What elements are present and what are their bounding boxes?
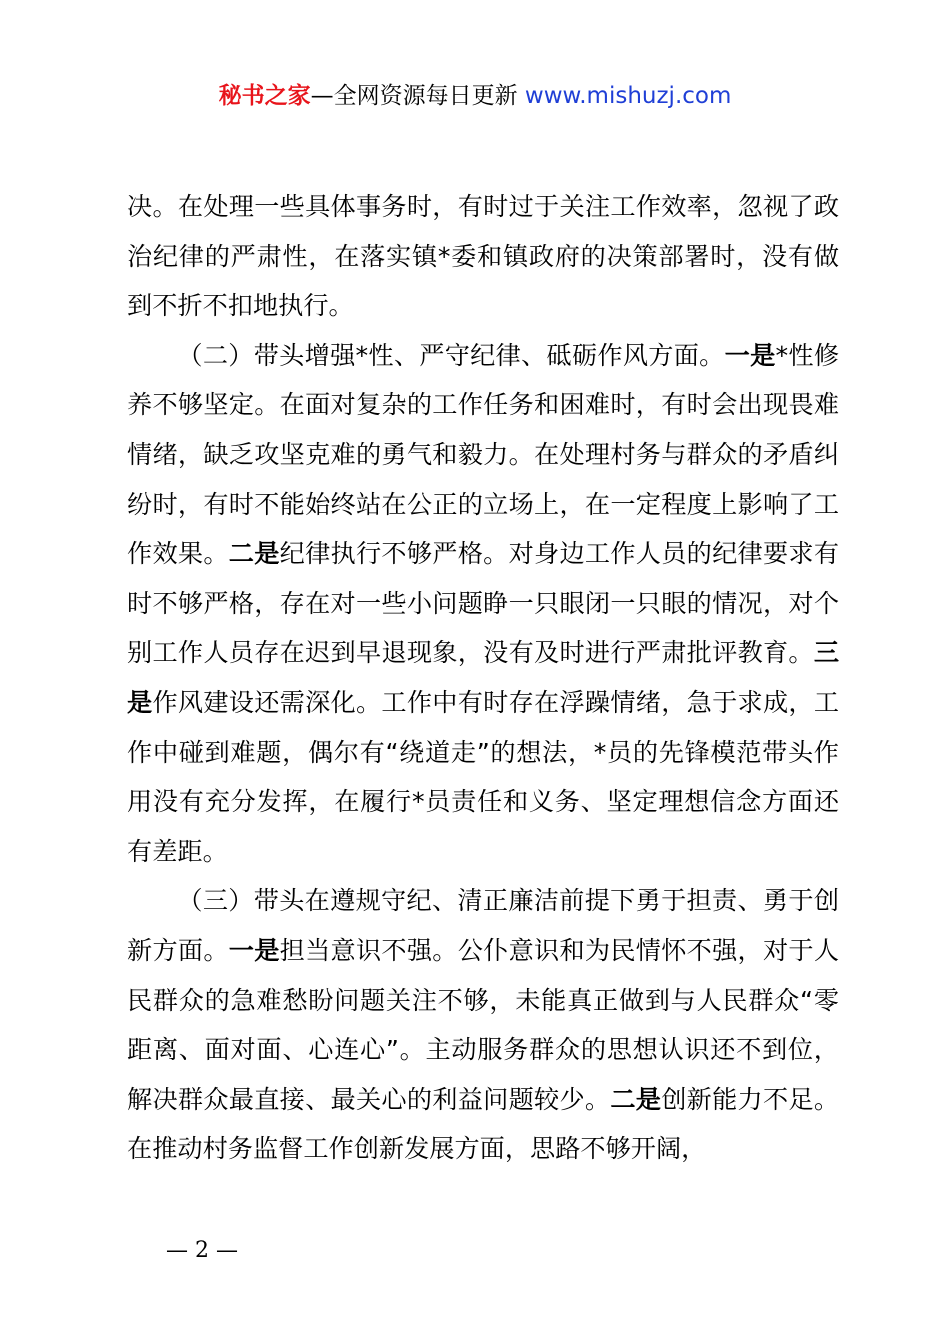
text-run: 担当意识不强。公仆意识和为民情怀不强，对于人民群众的急难愁盼问题关注不够，未能真正做到与人民群众“零距离、面对面、心连心”。主动服务群众的思想认识还不到位，解决群众最直接、最关心的利益问题较少。 xyxy=(127,935,839,1114)
point-marker: 二是 xyxy=(228,539,280,569)
text-run: *性修养不够坚定。在面对复杂的工作任务和困难时，有时会出现畏难情绪，缺乏攻坚克难的勇气和毅力。在处理村务与群众的矛盾纠纷时，有时不能始终站在公正的立场上，在一定程度上影响了工作效果。 xyxy=(127,340,840,569)
point-marker: 三是 xyxy=(127,638,839,717)
point-marker: 一是 xyxy=(228,935,280,965)
text-run: 作风建设还需深化。工作中有时存在浮躁情绪，急于求成，工作中碰到难题，偶尔有“绕道走”的想法，*员的先锋模范带头作用没有充分发挥，在履行*员责任和义务、坚定理想信念方面还有差距。 xyxy=(127,687,839,866)
site-header xyxy=(0,80,950,112)
text-run: 创新能力不足。在推动村务监督工作创新发展方面，思路不够开阔， xyxy=(127,1084,839,1164)
site-url[interactable]: www.mishuzj.com xyxy=(524,83,732,109)
site-slogan: —全网资源每日更新 xyxy=(310,83,518,109)
section-heading: （三）带头在遵规守纪、清正廉洁前提下勇于担责、勇于创新方面。 xyxy=(127,886,839,965)
text-run: 纪律执行不够严格。对身边工作人员的纪律要求有时不够严格，存在对一些小问题睁一只眼闭一只眼的情况，对个别工作人员存在迟到早退现象，没有及时进行严肃批评教育。 xyxy=(127,539,839,668)
site-brand: 秘书之家 xyxy=(218,83,311,109)
point-marker: 二是 xyxy=(610,1084,662,1114)
point-marker: 一是 xyxy=(724,340,776,370)
section-heading: （二）带头增强*性、严守纪律、砥砺作风方面。 xyxy=(177,340,725,370)
document-body xyxy=(127,182,839,1174)
paragraph-section-2 xyxy=(127,331,839,877)
page-number: — 2 — xyxy=(166,1238,238,1263)
paragraph-section-3 xyxy=(127,876,839,1174)
paragraph-continuation xyxy=(127,182,839,331)
text-run: 决。在处理一些具体事务时，有时过于关注工作效率，忽视了政治纪律的严肃性，在落实镇*委和镇政府的决策部署时，没有做到不折不扣地执行。 xyxy=(127,192,839,321)
